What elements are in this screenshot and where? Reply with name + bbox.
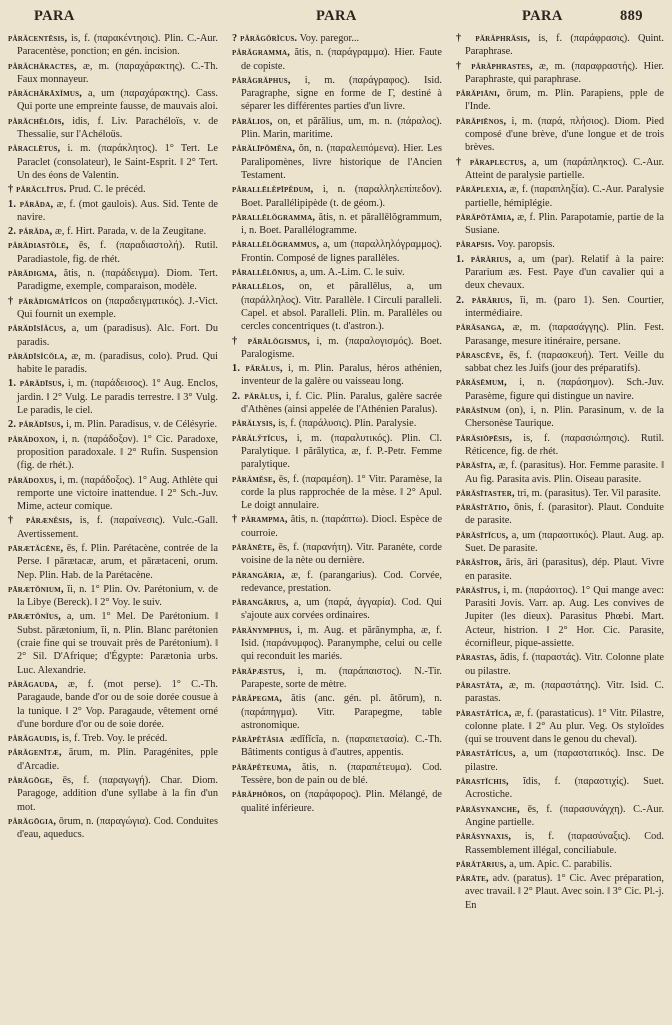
entry-headword: părăsiōpēsis,	[456, 432, 513, 444]
entry-headword: părallēlĕpīpĕdum,	[232, 184, 314, 196]
dictionary-entry	[456, 872, 664, 912]
entry-headword: părămĕse,	[232, 473, 276, 485]
entry-headword: pārætŏnĭus,	[8, 611, 62, 623]
entry-definition: æ, f. (mot perse). 1° C.-Th. Paragaude, bande d'or ou de soie dorée cousue à la tunique. ‖ 2° Vop. Paragaude, vêtement orné d'une bordure d'or ou de soie dorée.	[17, 678, 218, 730]
dictionary-entry	[232, 335, 442, 362]
dictionary-entry	[456, 487, 664, 500]
dictionary-entry	[8, 142, 218, 182]
entry-definition: on (παραδειγματικός). J.-Vict. Qui fournit un exemple.	[17, 295, 218, 320]
entry-headword: părănymphus,	[232, 624, 292, 636]
entry-headword: părăsynaxis,	[456, 831, 512, 843]
entry-headword: părălios,	[232, 115, 273, 127]
entry-definition: ēs, f. Plin. Parétacène, contrée de la Perse. ‖ pārætacæ, arum, et pārætaceni, orum. Nep. Plin. Hab. de la Parétacène.	[17, 542, 218, 581]
entry-definition: i, m. (παράγραφος). Isid. Paragraphe, signe en forme de Γ, destiné à séparer les différentes parties d'un livre.	[241, 74, 442, 113]
entry-definition: ădis, f. (παραστάς). Vitr. Colonne plate ou pilastre.	[465, 652, 664, 677]
entry-headword: 2. părăda,	[8, 226, 53, 238]
dictionary-entry	[8, 295, 218, 322]
entry-definition: (on), i, n. Plin. Parasinum, v. de la Chersonèse Taurique.	[465, 405, 664, 430]
entry-headword: părăpegma,	[232, 693, 283, 705]
dictionary-entry	[456, 349, 664, 376]
dictionary-entry	[456, 803, 664, 830]
dictionary-entry	[456, 238, 664, 251]
dictionary-entry	[8, 815, 218, 842]
entry-definition: ătis, n. (παραπέτευμα). Cod. Tessère, bon de pain ou de blé.	[241, 761, 442, 787]
dictionary-entry	[232, 390, 442, 417]
dictionary-entry	[232, 761, 442, 788]
entry-definition: æ, m. (παραφραστής). Hier. Paraphraste, qui paraphrase.	[465, 60, 664, 85]
dictionary-entry	[8, 198, 218, 225]
entry-definition: i, m. (παράδοξος). 1° Aug. Athlète qui remporte une victoire inattendue. ‖ 2° Sch.-Juv. Mime, acteur comique.	[17, 474, 218, 513]
entry-headword: părăphŏros,	[232, 789, 286, 801]
dictionary-entry	[8, 87, 218, 114]
dictionary-entry	[456, 294, 664, 321]
entry-headword: părălysis,	[232, 418, 276, 430]
entry-definition: a, um (paradisus). Alc. Fort. Du paradis.	[17, 323, 218, 348]
entry-headword: părăpiēnos,	[456, 115, 507, 127]
entry-headword: părălīpŏmĕna,	[232, 143, 296, 155]
entry-headword: † părænĕsis,	[8, 515, 73, 527]
entry-definition: æ, m. (παραστάτης). Vitr. Isid. C. parastas.	[465, 679, 664, 705]
dictionary-entry	[456, 87, 664, 114]
entry-headword: părăsīta,	[456, 460, 496, 472]
entry-definition: on (παράφορος). Plin. Mélangé, de qualité inférieure.	[241, 789, 442, 814]
dictionary-entry	[232, 183, 442, 210]
entry-definition: æ, f. Plin. Parapotamie, partie de la Susiane.	[465, 211, 664, 237]
entry-headword: † părăphrăsis,	[456, 33, 531, 44]
entry-headword: părătārius,	[456, 858, 507, 870]
entry-definition: i, m. (παραλογισμός). Boet. Paralogisme.	[241, 335, 442, 360]
entry-headword: părăgramma,	[232, 47, 291, 59]
entry-headword: părăgōgia,	[8, 815, 57, 827]
entry-definition: a, um (παραλληλόγραμμος). Frontin. Composé de lignes parallèles.	[241, 239, 442, 264]
entry-definition: æ, f. Hirt. Parada, v. de la Zeugitane.	[55, 226, 207, 238]
dictionary-entry	[232, 362, 442, 389]
entry-headword: pārætŏnium,	[8, 583, 64, 595]
dictionary-entry	[232, 211, 442, 238]
dictionary-entry	[456, 747, 664, 774]
header-right-guideword: PARA	[522, 8, 563, 24]
entry-headword: părădigma,	[8, 268, 57, 280]
entry-definition: i, n. (παραλληλεπίπεδον). Boet. Parallélipipède (t. de géom.).	[241, 184, 442, 209]
entry-definition: æ, m. (παρασάγγης). Plin. Fest. Parasange, mesure itinéraire, persane.	[465, 322, 664, 347]
dictionary-entry	[456, 211, 664, 238]
entry-definition: tri, m. (parasitus). Ter. Vil parasite.	[517, 487, 661, 499]
dictionary-entry	[8, 32, 218, 59]
entry-headword: părăsynanche,	[456, 803, 520, 815]
entry-headword: părădiastŏle,	[8, 240, 69, 252]
entry-definition: is, f. (παράφρασις). Quint. Paraphrase.	[465, 33, 664, 58]
entry-definition: æ, f. (mot gaulois). Aus. Sid. Tente de navire.	[17, 198, 218, 223]
entry-definition: i, m. (παράπαιστος). N.-Tir. Parapeste, sorte de mètre.	[241, 665, 442, 690]
entry-definition: i, m. Plin. Paradisus, v. de Célésyrie.	[66, 419, 218, 431]
entry-headword: părăpĕteuma,	[232, 761, 292, 773]
dictionary-entry	[8, 732, 218, 745]
entry-definition: æ, f. (parasitus). Hor. Femme parasite. ‖ Au fig. Parasita avis. Plin. Oiseau parasite.	[465, 460, 664, 485]
entry-definition: i, m. Plin. Paralus, héros athénien, inventeur de la galère ou vaisseau long.	[241, 363, 442, 388]
dictionary-entry	[8, 183, 218, 196]
dictionary-entry	[456, 501, 664, 528]
entry-headword: părastătĭcus,	[456, 748, 516, 760]
entry-headword: † părădigmătĭcos	[8, 295, 88, 307]
running-header	[0, 4, 672, 30]
entry-definition: adv. (paratus). 1° Cic. Avec préparation, avec travail. ‖ 2° Plaut. Avec soin. ‖ 3° Cic. Pl.-j. En	[465, 873, 664, 911]
entry-definition: ārum, m. Plin. Paragénites, pple d'Arcadie.	[17, 747, 218, 772]
dictionary-entry	[8, 239, 218, 266]
dictionary-entry	[8, 225, 218, 238]
entry-definition: is, f. (παράλυσις). Plin. Paralysie.	[278, 418, 417, 430]
entry-definition: ătis, n. (παράπτω). Diocl. Espèce de courroie.	[241, 514, 442, 539]
dictionary-entry	[456, 376, 664, 403]
dictionary-entry	[232, 513, 442, 540]
dictionary-entry	[232, 266, 442, 279]
entry-definition: i, n. (παράδοξον). 1° Cic. Paradoxe, proposition paradoxale. ‖ 2° Rufin. Suspension (fig. de rhét.).	[17, 433, 218, 472]
entry-headword: părănēte,	[232, 541, 275, 553]
dictionary-entry	[8, 350, 218, 377]
dictionary-entry	[456, 651, 664, 678]
dictionary-entry	[8, 433, 218, 473]
entry-headword: părastĭchis,	[456, 776, 509, 788]
dictionary-entry	[8, 678, 218, 731]
entry-headword: părăsītor,	[456, 557, 502, 569]
dictionary-entry	[456, 830, 664, 857]
entry-definition: i, n. (παράσημον). Sch.-Juv. Parasème, figure qui distingue un navire.	[465, 377, 664, 402]
entry-definition: i, m. (παράδεισος). 1° Aug. Enclos, jardin. ‖ 2° Vulg. Le paradis terrestre. ‖ 3° Vulg. Le paradis, le ciel.	[17, 378, 218, 417]
entry-definition: æ, f. (parangarius). Cod. Corvée, redevance, prestation.	[241, 569, 442, 594]
entry-definition: ædĭfĭcĭa, n. (παραπετασία). C.-Th. Bâtiments contigus à d'autres, appentis.	[241, 734, 442, 759]
dictionary-entry	[456, 253, 664, 293]
dictionary-entry	[456, 115, 664, 155]
dictionary-entry	[8, 746, 218, 773]
entry-headword: părăchăractes,	[8, 60, 77, 72]
entry-definition: āris, āri (parasitus), dép. Plaut. Vivre en parasite.	[465, 557, 664, 582]
entry-headword: părăsītus,	[456, 584, 501, 596]
entry-headword: 1. părăda,	[8, 198, 54, 210]
dictionary-entry	[232, 541, 442, 568]
dictionary-entry	[8, 377, 218, 417]
entry-headword: † părălŏgismus,	[232, 335, 311, 347]
entry-headword: † păraplectus,	[456, 156, 527, 168]
column-left	[8, 32, 218, 1022]
entry-definition: a, um. A.-Lim. C. le suiv.	[300, 267, 405, 279]
entry-definition: on, et părallēlus, a, um (παράλληλος). Vitr. Parallèle. ‖ Circuli paralleli. Capel. et absol. Paralleli. Plin. m. Parallèles ou cercles concentriques (t. d'astron.).	[241, 281, 442, 333]
entry-headword: părăpĕtăsia	[232, 734, 284, 746]
dictionary-entry	[232, 624, 442, 664]
dictionary-entry	[8, 774, 218, 814]
entry-definition: a, um. 1° Mel. De Parétonium. ‖ Subst. pārætonium, ĭi, n. Plin. Blanc parétonien (craie fine qui se trouvait près de Parétonium). ‖ 2° Sil. D'Afrique; d'Égypte: Parætonia urbs. Luc. Alexandrie.	[17, 611, 218, 676]
entry-definition: æ, f. (parastaticus). 1° Vitr. Pilastre, colonne plate. ‖ 2° Au plur. Veg. Os styloïdes (qui se trouvent dans le genou du cheval).	[465, 707, 664, 746]
dictionary-entry	[456, 529, 664, 556]
entry-definition: ătis, n. et părallēlŏgrammum, i, n. Boet. Parallélogramme.	[241, 211, 442, 237]
entry-definition: ătis, n. (παράγραμμα). Hier. Faute de copiste.	[241, 47, 442, 72]
dictionary-entry	[8, 542, 218, 582]
entry-headword: părălўtĭcus,	[232, 432, 288, 444]
dictionary-entry	[8, 60, 218, 87]
dictionary-entry	[456, 32, 664, 59]
entry-headword: părallēlōnius,	[232, 267, 298, 279]
entry-headword: 2. părălus,	[232, 390, 282, 402]
dictionary-entry	[8, 474, 218, 514]
dictionary-entry	[232, 733, 442, 760]
entry-definition: ēs, f. (παρασκευή). Tert. Veille du sabbat chez les Juifs (jour des préparatifs).	[465, 349, 664, 375]
dictionary-entry	[456, 156, 664, 183]
entry-headword: pārætăcēne,	[8, 542, 64, 554]
entry-definition: is, f. (παρασιώπησις). Rutil. Réticence, fig. de rhét.	[465, 432, 664, 457]
dictionary-entry	[456, 556, 664, 583]
entry-headword: părangăria,	[232, 569, 285, 581]
entry-definition: is, f. (παραίνεσις). Vulc.-Gall. Avertissement.	[17, 515, 218, 540]
dictionary-entry	[456, 707, 664, 747]
entry-definition: i, m. (παράσιτος). 1° Qui mange avec: Parasiti Jovis. Varr. ap. Aug. Les convives de Jupiter (les dieux). Parasitus Phœbi. Mart. Acteur, histrion. ‖ 2° Hor. Cic. Parasite, écornifleur, pique-assiette.	[465, 584, 664, 650]
entry-headword: 1. părădīsus,	[8, 378, 65, 390]
entry-definition: æ, f. (παραπληξία). C.-Aur. Paralysie partielle, hémiplégie.	[465, 184, 664, 209]
entry-definition: ēs, f. (παρανήτη). Vitr. Paranète, corde voisine de la nète ou dernière.	[241, 541, 442, 567]
entry-definition: a, um (παράπληκτος). C.-Aur. Atteint de paralysie partielle.	[465, 156, 664, 181]
entry-headword: părăcentēsis,	[8, 33, 68, 44]
dictionary-entry	[456, 858, 664, 871]
entry-headword: părapsis.	[456, 239, 495, 251]
entry-definition: ĭi, m. (paro 1). Sen. Courtier, intermédiaire.	[465, 294, 664, 319]
entry-headword: părastas,	[456, 652, 497, 664]
entry-definition: ōnis, f. (parasitor). Plaut. Conduite de parasite.	[465, 502, 664, 527]
header-center-guideword: PARA	[316, 8, 357, 24]
entry-headword: părăgaudis,	[8, 733, 60, 745]
entry-headword: părascēve,	[456, 349, 504, 361]
entry-definition: æ, m. (paradisus, colo). Prud. Qui habite le paradis.	[17, 350, 218, 376]
entry-headword: părangărius,	[232, 597, 289, 609]
entry-definition: i. m. (παράκλητος). 1° Tert. Le Paraclet (consolateur), le Saint-Esprit. ‖ 2° Tert. Un des éons de Valentin.	[17, 143, 218, 181]
entry-headword: părăsīnum	[456, 405, 501, 417]
dictionary-entry	[8, 583, 218, 610]
dictionary-entry	[232, 473, 442, 513]
entry-headword: părăsītātio,	[456, 502, 510, 514]
column-middle	[232, 32, 442, 1022]
entry-definition: ătis (anc. gén. pl. ătōrum), n. (παράπηγμα). Vitr. Parapegme, table astronomique.	[241, 693, 442, 731]
entry-definition: Voy. paregor...	[299, 33, 360, 44]
dictionary-entry	[8, 418, 218, 431]
entry-headword: 1. părălus,	[232, 363, 283, 375]
entry-definition: a, um (παρασιτικός). Plaut. Aug. ap. Suet. De parasite.	[465, 529, 664, 554]
entry-definition: i, f. Cic. Plin. Paralus, galère sacrée d'Athènes (ainsi appelée de l'Athénien Paralus).	[241, 390, 442, 416]
entry-headword: părăchărāxĭmus,	[8, 88, 83, 100]
dictionary-entry	[232, 569, 442, 596]
entry-headword: părăplexia,	[456, 184, 507, 196]
entry-headword: † părăphrastes,	[456, 60, 533, 72]
entry-definition: a, um (παραχάρακτης). Cass. Qui porte une empreinte fausse, de mauvais aloi.	[17, 88, 218, 113]
entry-definition: ēs, f. (παραμέση). 1° Vitr. Paramèse, la corde la plus rapprochée de la mèse. ‖ 2° Apul. Le doigt annulaire.	[241, 473, 442, 512]
entry-definition: i, m. (παρά, πλήσιος). Diom. Pied composé d'une brève, d'une longue et de trois brèves.	[465, 115, 664, 154]
entry-headword: părăsanga,	[456, 322, 505, 334]
dictionary-entry	[8, 322, 218, 349]
entry-headword: † părăclītus.	[8, 184, 67, 196]
entry-headword: părallēlŏgrammus,	[232, 239, 320, 251]
entry-headword: părăpiāni,	[456, 88, 500, 100]
entry-headword: părăpæstus,	[232, 665, 286, 677]
entry-headword: părădoxus,	[8, 474, 57, 486]
dictionary-entry	[456, 679, 664, 706]
dictionary-entry	[232, 46, 442, 73]
entry-definition: ōrum, m. Plin. Parapiens, pple de l'Inde.	[465, 88, 664, 113]
dictionary-entry	[232, 32, 442, 45]
entry-headword: părăchĕlōis,	[8, 115, 65, 127]
entry-headword: părăpŏtămia,	[456, 211, 515, 223]
entry-headword: părallēlŏgramma,	[232, 211, 316, 223]
entry-definition: on, et părălius, um, m. n. (πάραλος). Plin. Marin, maritime.	[241, 115, 442, 141]
entry-definition: Prud. C. le précéd.	[68, 184, 146, 196]
dictionary-entry	[8, 514, 218, 541]
entry-headword: părăsēmum,	[456, 377, 507, 389]
entry-definition: ĭdis, f. (παραστιχίς). Suet. Acrostiche.	[465, 776, 664, 801]
dictionary-entry	[456, 432, 664, 459]
dictionary-entry	[8, 610, 218, 676]
dictionary-entry	[456, 321, 664, 348]
dictionary-entry	[232, 417, 442, 430]
entry-headword: părăgrăphus,	[232, 74, 291, 86]
entry-definition: ătis, n. (παράδειγμα). Diom. Tert. Paradigme, exemple, comparaison, modèle.	[17, 268, 218, 293]
entry-headword: păraclētus,	[8, 143, 61, 155]
entry-definition: ĭi, n. 1° Plin. Ov. Parétonium, v. de la Libye (Bereck). ‖ 2° Voy. le suiv.	[17, 583, 218, 609]
dictionary-entry	[232, 280, 442, 333]
dictionary-entry	[456, 775, 664, 802]
entry-headword: părăgauda,	[8, 678, 58, 690]
entry-headword: 1. părărius,	[456, 253, 512, 265]
page-number: 889	[620, 8, 643, 24]
dictionary-entry	[456, 584, 664, 650]
entry-definition: ēs, f. (παραγωγή). Char. Diom. Paragoge, addition d'une syllabe à la fin d'un mot.	[17, 775, 218, 813]
entry-definition: a, um (par). Relatif à la paire: Pararium æs. Fest. Paye d'un cavalier qui a deux chevaux.	[465, 253, 664, 292]
entry-definition: ŏn, n. (παραλειπόμενα). Hier. Les Paralipomènes, livre historique de l'Ancien Testament.	[241, 143, 442, 181]
entry-headword: părăsītaster,	[456, 487, 515, 499]
entry-definition: idis, f. Liv. Parachéloïs, v. de Thessalie, sur l'Achéloüs.	[17, 115, 218, 141]
entry-headword: părāte,	[456, 873, 489, 885]
dictionary-entry	[232, 788, 442, 815]
dictionary-entry	[232, 665, 442, 692]
entry-definition: is, f. Treb. Voy. le précéd.	[62, 733, 168, 745]
dictionary-entry	[232, 432, 442, 472]
entry-headword: părădoxon,	[8, 433, 59, 445]
entry-headword: 2. părădīsus,	[8, 419, 64, 431]
dictionary-entry	[8, 267, 218, 294]
dictionary-entry	[232, 238, 442, 265]
entry-headword: părastăta,	[456, 679, 503, 691]
dictionary-entry	[456, 60, 664, 87]
entry-headword: părăsītĭcus,	[456, 529, 509, 541]
entry-definition: i, m. (παραλυτικός). Plin. Cl. Paralytique. ‖ părălytica, æ, f. P.-Petr. Femme paralytique.	[241, 432, 442, 471]
entry-definition: ēs, f. (παρασυνάγχη). C.-Aur. Angine partielle.	[465, 803, 664, 828]
dictionary-entry	[232, 596, 442, 623]
entry-headword: părallēlos,	[232, 281, 285, 293]
entry-headword: 2. părărius,	[456, 294, 513, 306]
entry-headword: părăgōge,	[8, 775, 53, 787]
entry-headword: părădīsĭăcus,	[8, 323, 67, 335]
entry-definition: ōrum, n. (παραγώγια). Cod. Conduites d'eau, aqueducs.	[17, 815, 218, 841]
entry-definition: i, m. Aug. et părănympha, æ, f. Isid. (παράνυμφος). Paranymphe, celui ou celle qui reconduit les mariés.	[241, 624, 442, 663]
entry-headword: părădīsĭcŏla,	[8, 350, 68, 362]
entry-definition: Voy. paropsis.	[497, 239, 555, 251]
entry-definition: a, um (παρά, ἀγγαρία). Cod. Qui s'ajoute aux corvées ordinaires.	[241, 597, 442, 622]
entry-definition: æ, m. (παραχάρακτης). C.-Th. Faux monnayeur.	[17, 60, 218, 85]
entry-headword: părăgenītæ,	[8, 747, 62, 759]
entry-definition: ēs, f. (παραδιαστολή). Rutil. Paradiastole, fig. de rhét.	[17, 240, 218, 265]
entry-definition: a, um (παραστατικός). Insc. De pilastre.	[465, 748, 664, 773]
dictionary-entry	[456, 183, 664, 210]
entry-headword: părastătĭca,	[456, 707, 512, 719]
dictionary-entry	[456, 459, 664, 486]
dictionary-entry	[232, 692, 442, 732]
column-right	[456, 32, 664, 1022]
entry-headword: † părampma,	[232, 514, 288, 526]
entry-definition: is, f. (παρακέντησις). Plin. C.-Aur. Paracentèse, ponction; en gén. incision.	[17, 33, 218, 58]
entry-headword: ? părăgŏrĭcus.	[232, 33, 298, 44]
dictionary-entry	[456, 404, 664, 431]
entry-definition: is, f. (παρασύναξις). Cod. Rassemblement illégal, conciliabule.	[465, 831, 664, 856]
dictionary-entry	[232, 142, 442, 182]
entry-definition: a, um. Apic. C. parabilis.	[509, 858, 612, 870]
dictionary-entry	[232, 115, 442, 142]
header-left-guideword: PARA	[34, 8, 75, 24]
dictionary-entry	[8, 115, 218, 142]
dictionary-entry	[232, 74, 442, 114]
